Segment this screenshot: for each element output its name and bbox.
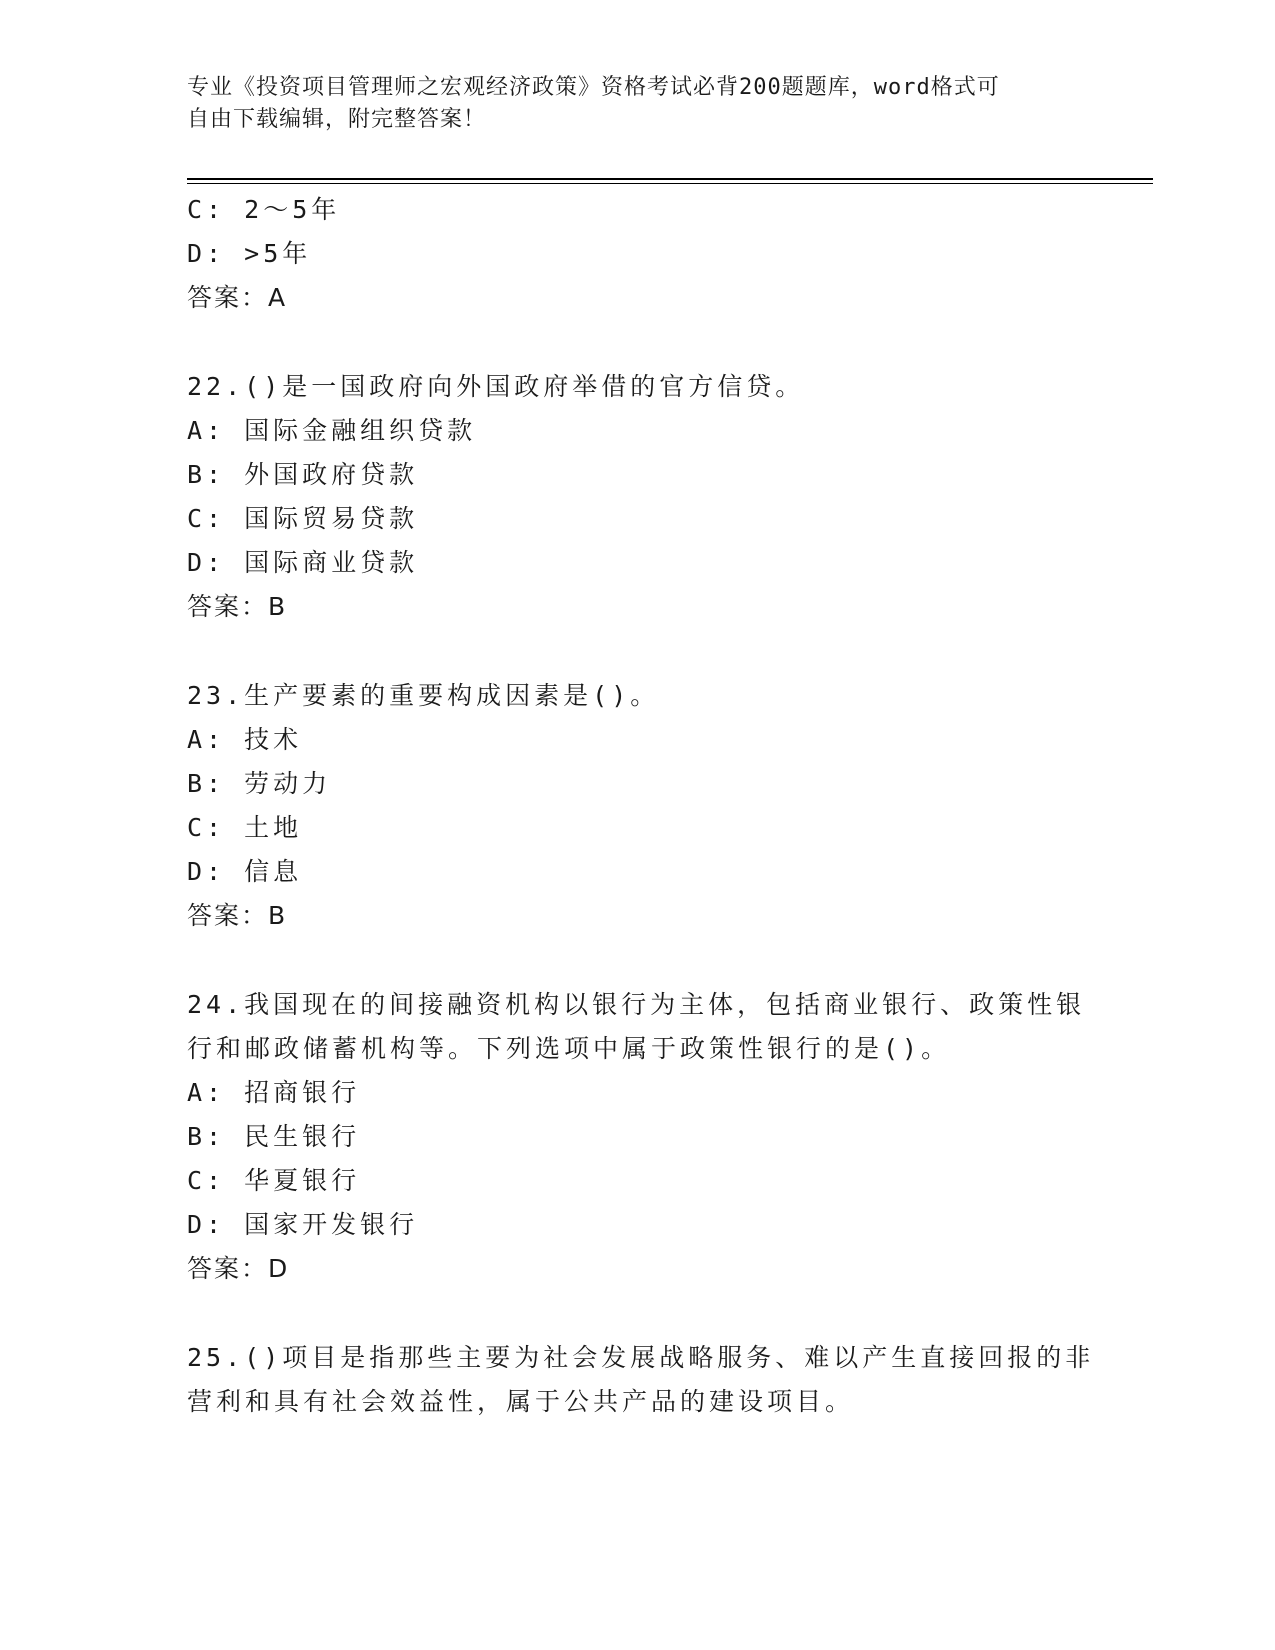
header-rule-thin [187,183,1153,184]
q23-option-a: A: 技术 [187,725,303,754]
q21-answer: 答案：A [187,283,288,312]
q23-option-d: D: 信息 [187,857,303,886]
q22-answer: 答案：B [187,592,288,621]
q23-stem: 23.生产要素的重要构成因素是()。 [187,681,660,710]
q23-option-c: C: 土地 [187,813,303,842]
q24-option-b: B: 民生银行 [187,1122,361,1151]
q23-answer: 答案：B [187,901,288,930]
q22-option-a: A: 国际金融组织贷款 [187,416,477,445]
header-line-1: 专业《投资项目管理师之宏观经济政策》资格考试必背200题题库，word格式可 [187,75,1000,100]
q23-option-b: B: 劳动力 [187,769,332,798]
q24-stem-line-1: 24.我国现在的间接融资机构以银行为主体，包括商业银行、政策性银 [187,990,1086,1019]
q24-stem-line-2: 行和邮政储蓄机构等。下列选项中属于政策性银行的是()。 [187,1034,951,1063]
q25-stem-line-1: 25.()项目是指那些主要为社会发展战略服务、难以产生直接回报的非 [187,1343,1095,1372]
q24-option-a: A: 招商银行 [187,1078,361,1107]
q21-option-d: D: >5年 [187,239,312,268]
header-rule-thick [187,178,1153,180]
header-line-2: 自由下载编辑，附完整答案！ [187,107,487,132]
q21-option-c: C: 2～5年 [187,195,341,224]
q25-stem-line-2: 营利和具有社会效益性，属于公共产品的建设项目。 [187,1387,855,1416]
q24-answer: 答案：D [187,1254,290,1283]
q22-stem: 22.()是一国政府向外国政府举借的官方信贷。 [187,372,805,401]
q22-option-c: C: 国际贸易贷款 [187,504,419,533]
q24-option-c: C: 华夏银行 [187,1166,361,1195]
q24-option-d: D: 国家开发银行 [187,1210,419,1239]
document-header [187,72,1087,136]
q22-option-d: D: 国际商业贷款 [187,548,419,577]
q22-option-b: B: 外国政府贷款 [187,460,419,489]
